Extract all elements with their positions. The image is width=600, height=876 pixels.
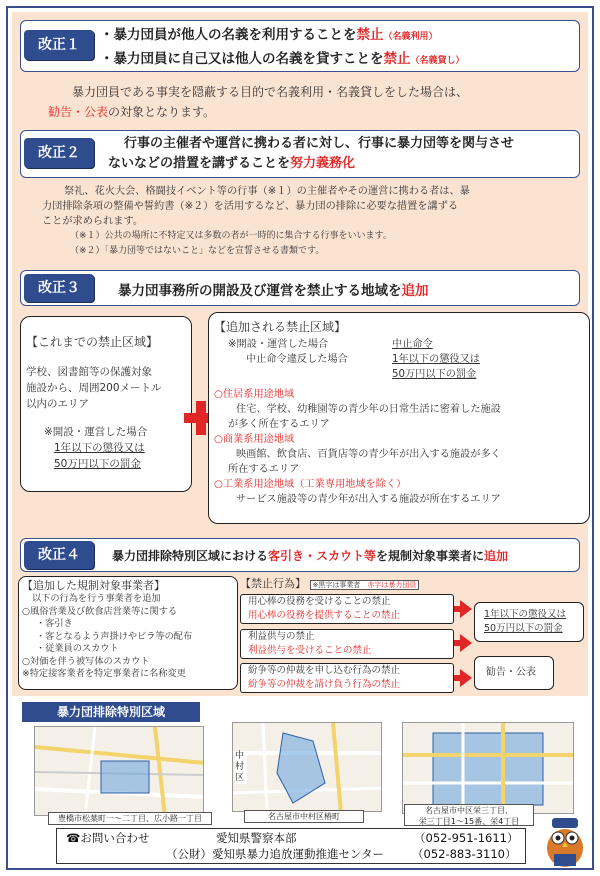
s2-title-line2: ないなどの措置を講ずることを	[108, 156, 291, 171]
s4-title-4: 追加	[484, 549, 509, 563]
s4-title-2: 客引き・スカウト等	[268, 549, 377, 563]
s2-body-line3: ことが求められます。	[42, 216, 144, 227]
zone-residential: ○住居系用途地域	[214, 389, 295, 400]
act-1-red: 用心棒の役務を提供することの禁止	[248, 609, 401, 621]
map-sakae-caption-2: 栄三丁目1〜15番、栄4丁目	[418, 817, 520, 826]
section-2-title	[108, 134, 514, 174]
regulated-line4: ・客となるよう声掛けやビラ等の配布	[36, 630, 193, 642]
old-zone-line3: 以内のエリア	[26, 398, 89, 410]
old-zone-line1: 学校、図書館等の保護対象	[26, 366, 152, 378]
map-sakae-svg	[403, 723, 574, 814]
zone-industrial: ○工業系用途地域（工業専用地域を除く）	[214, 479, 407, 490]
contact-tel1: （052-951-1611）	[414, 831, 519, 845]
owl-mascot-icon	[540, 814, 590, 868]
s1-body-line1: 暴力団員である事実を隠蔽する目的で名義利用・名義貸しをした場合は、	[72, 85, 469, 99]
section-1-title	[100, 24, 465, 72]
zone-commercial-desc2: 所在するエリア	[228, 464, 300, 475]
penalty-line1: 1年以下の懲役又は	[484, 609, 567, 620]
contact-org1: 愛知県警察本部	[216, 831, 297, 845]
s3-title: 暴力団事務所の開設及び運営を禁止する地域を	[118, 283, 402, 299]
zone-industrial-desc: サービス施設等の青少年が出入する施設が所在するエリア	[236, 494, 501, 505]
arrow-2-icon	[460, 634, 472, 652]
s3-title-red: 追加	[401, 283, 429, 299]
contact-tel2: （052-883-3110）	[412, 847, 517, 861]
s4-title-3: を規制対象事業者に	[376, 549, 485, 563]
act-1-black: 用心棒の役務を受けることの禁止	[248, 596, 391, 607]
regulated-line6: ○対価を伴う被写体のスカウト	[22, 655, 150, 667]
regulated-line3: ・客引き	[36, 618, 73, 629]
map-toyohashi	[34, 726, 204, 816]
penalty-text	[484, 608, 566, 636]
acts-legend	[310, 580, 420, 590]
section-1-body	[48, 82, 468, 122]
regulated-line1: 以下の行為を行う事業者を追加	[32, 593, 161, 604]
act-2-red: 利益供与を受けることの禁止	[248, 644, 372, 656]
new-zone-penalty2: 50万円以下の罰金	[392, 369, 477, 380]
s1-body-red: 勧告・公表	[48, 105, 109, 119]
section-1-tag: 改正１	[24, 30, 94, 60]
old-zone-penalty-cond: ※開設・運営した場合	[44, 426, 148, 438]
section-4-title	[112, 547, 508, 564]
map-toyohashi-caption: 豊橋市松葉町一〜二丁目、広小路一丁目	[48, 812, 212, 825]
section-3-title	[118, 279, 429, 299]
title-line2-ban: 禁止	[383, 51, 411, 67]
act-3-text	[248, 664, 400, 691]
zone-residential-desc1: 住宅、学校、幼稚園等の青少年の日常生活に密着した施設	[236, 404, 501, 415]
s2-note1: （※１）公共の場所に不特定又は多数の者が一時的に集合する行事をいいます。	[70, 231, 392, 241]
old-zone-penalty1: 1年以下の懲役又は	[54, 442, 145, 454]
section-3-tag: 改正３	[24, 274, 94, 302]
acts-heading: 【禁止行為】	[240, 577, 306, 590]
map-sakae	[402, 722, 574, 814]
s4-title-1: 暴力団排除特別区域における	[112, 549, 269, 563]
regulated-line7: ※特定接客業者を特定事業者に名称変更	[22, 668, 186, 679]
s2-note2: （※２）「暴力団等ではないこと」などを宣誓させる書類です。	[70, 246, 325, 256]
old-zone-text	[26, 334, 162, 472]
map-nakamura	[232, 722, 382, 812]
map-nakamura-svg	[233, 723, 382, 812]
old-zone-heading: 【これまでの禁止区域】	[26, 335, 159, 349]
section-4-tag: 改正４	[24, 541, 94, 569]
title-line1: ・暴力団員が他人の名義を利用することを	[100, 27, 357, 43]
title-line1-note: （名義利用）	[383, 32, 438, 42]
act-2-black: 利益供与の禁止	[248, 631, 315, 642]
new-zone-text	[214, 320, 501, 507]
advice-text: 勧告・公表	[486, 667, 536, 678]
arrow-3-icon	[460, 669, 472, 687]
acts-header	[240, 576, 419, 593]
regulated-heading: 【追加した規制対象事業者】	[22, 579, 165, 592]
map-toyohashi-svg	[35, 727, 204, 816]
title-line2-note: （名義貸し）	[410, 56, 465, 66]
zone-commercial: ○商業系用途地域	[214, 434, 295, 445]
act-2-text	[248, 630, 372, 657]
old-zone-line2: 施設から、周囲200メートル	[26, 382, 162, 394]
title-line2: ・暴力団員に自己又は他人の名義を貸すことを	[100, 51, 384, 67]
section-2-body	[42, 184, 470, 259]
regulated-text	[22, 578, 192, 681]
flyer-page	[6, 6, 594, 870]
acts-legend-red: 赤字は暴力団員	[367, 581, 417, 589]
act-1-text	[248, 595, 400, 622]
old-zone-penalty2: 50万円以下の罰金	[54, 458, 141, 470]
zone-label: 暴力団排除特別区域	[22, 702, 200, 722]
contact-label: ☎お問い合わせ	[66, 831, 150, 845]
map-nakamura-district: 中村区	[235, 751, 247, 784]
zone-residential-desc2: が多く所在するエリア	[228, 419, 330, 430]
new-zone-cond1: ※開設・運営した場合	[228, 339, 329, 350]
act-3-black: 紛争等の仲裁を申し込む行為の禁止	[248, 665, 401, 676]
new-zone-order: 中止命令	[392, 339, 433, 350]
regulated-line2: ○風俗営業及び飲食店営業等に関する	[22, 605, 178, 617]
map-sakae-caption	[404, 804, 534, 826]
arrow-1-icon	[460, 600, 472, 618]
map-sakae-caption-1: 名古屋市中区栄三丁目、	[425, 806, 513, 815]
s1-body-line2: の対象となります。	[108, 105, 216, 119]
contact-org2: （公財）愛知県暴力追放運動推進センター	[166, 847, 385, 861]
regulated-line5: ・従業員のスカウト	[36, 643, 119, 654]
acts-legend-black: ※黒字は事業者	[312, 581, 361, 589]
zone-commercial-desc1: 映画館、飲食店、百貨店等の青少年が出入する施設が多く	[236, 449, 501, 460]
title-line1-ban: 禁止	[356, 27, 384, 43]
new-zone-penalty1: 1年以下の懲役又は	[392, 354, 480, 365]
new-zone-cond2: 中止命令違反した場合	[246, 354, 348, 365]
penalty-line2: 50万円以下の罰金	[484, 623, 563, 634]
s2-body-line1: 祭礼、花火大会、格闘技イベント等の行事（※１）の主催者やその運営に携わる者は、暴	[64, 186, 470, 197]
map-nakamura-caption: 名古屋市中村区椿町	[244, 810, 364, 823]
new-zone-heading: 【追加される禁止区域】	[214, 320, 347, 334]
s2-title-red: 努力義務化	[290, 156, 356, 171]
section-2-tag: 改正２	[24, 138, 94, 168]
s2-title-line1: 行事の主催者や運営に携わる者に対し、行事に暴力団等を関与させ	[124, 136, 515, 151]
s2-body-line2: 力団排除条項の整備や誓約書（※２）を活用するなど、暴力団の排除に必要な措置を講ずる	[42, 201, 459, 212]
act-3-red: 紛争等の仲裁を請け負う行為の禁止	[248, 678, 401, 690]
